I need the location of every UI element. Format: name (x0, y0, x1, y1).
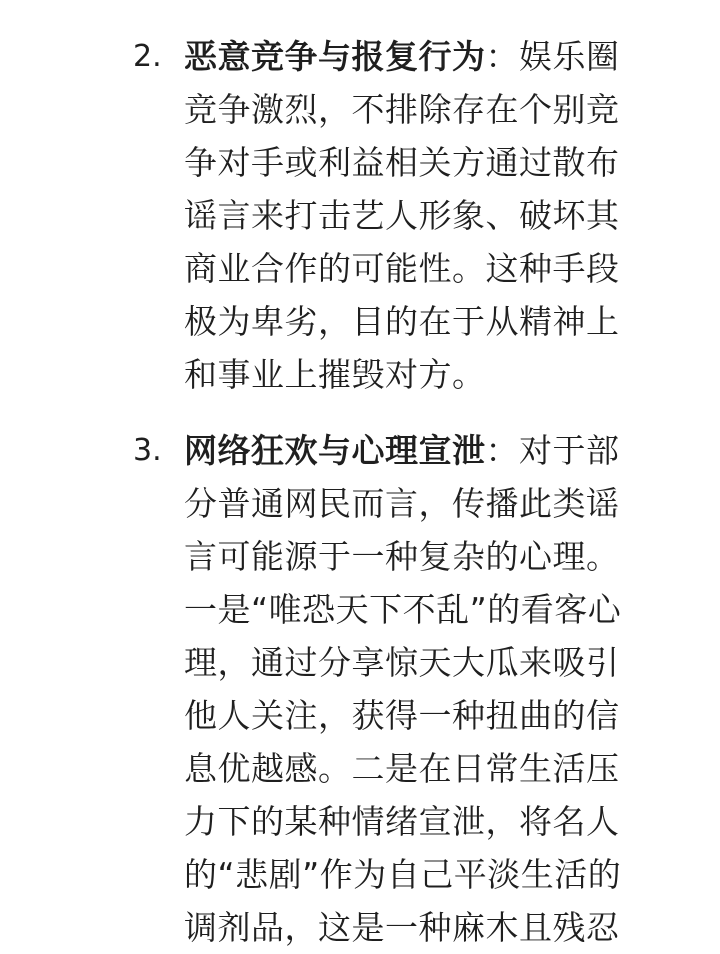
item-line: 力下的某种情绪宣泄，将名人 (184, 802, 620, 841)
item-line: 一是“唯恐天下不乱”的看客心 (184, 590, 622, 629)
item-line: 竞争激烈，不排除存在个别竞 (184, 90, 620, 129)
item-text (184, 424, 684, 954)
item-line: 分普通网民而言，传播此类谣 (184, 484, 620, 523)
item-line: 息优越感。二是在日常生活压 (184, 749, 620, 788)
item-line: 理，通过分享惊天大瓜来吸引 (184, 643, 620, 682)
item-line: 言可能源于一种复杂的心理。 (184, 537, 620, 576)
item-line: 和事业上摧毁对方。 (184, 355, 486, 394)
item-line: 极为卑劣，目的在于从精神上 (184, 302, 620, 341)
item-line: 谣言来打击艺人形象、破坏其 (184, 196, 620, 235)
item-number: 2. (133, 39, 162, 74)
item-title: 网络狂欢与心理宣泄 (184, 431, 486, 470)
item-text (184, 30, 684, 401)
item-line: 调剂品，这是一种麻木且残忍 (184, 908, 620, 947)
item-title: 恶意竞争与报复行为 (184, 37, 486, 76)
item-line: 的“悲剧”作为自己平淡生活的 (184, 855, 622, 894)
item-first-line (184, 424, 684, 477)
item-line: 争对手或利益相关方通过散布 (184, 143, 620, 182)
item-line: 他人关注，获得一种扭曲的信 (184, 696, 620, 735)
item-line: 商业合作的可能性。这种手段 (184, 249, 620, 288)
item-number: 3. (133, 433, 162, 468)
item-first-line-rest: ：对于部 (485, 431, 620, 470)
item-first-line (184, 30, 684, 83)
item-first-line-rest: ：娱乐圈 (485, 37, 620, 76)
